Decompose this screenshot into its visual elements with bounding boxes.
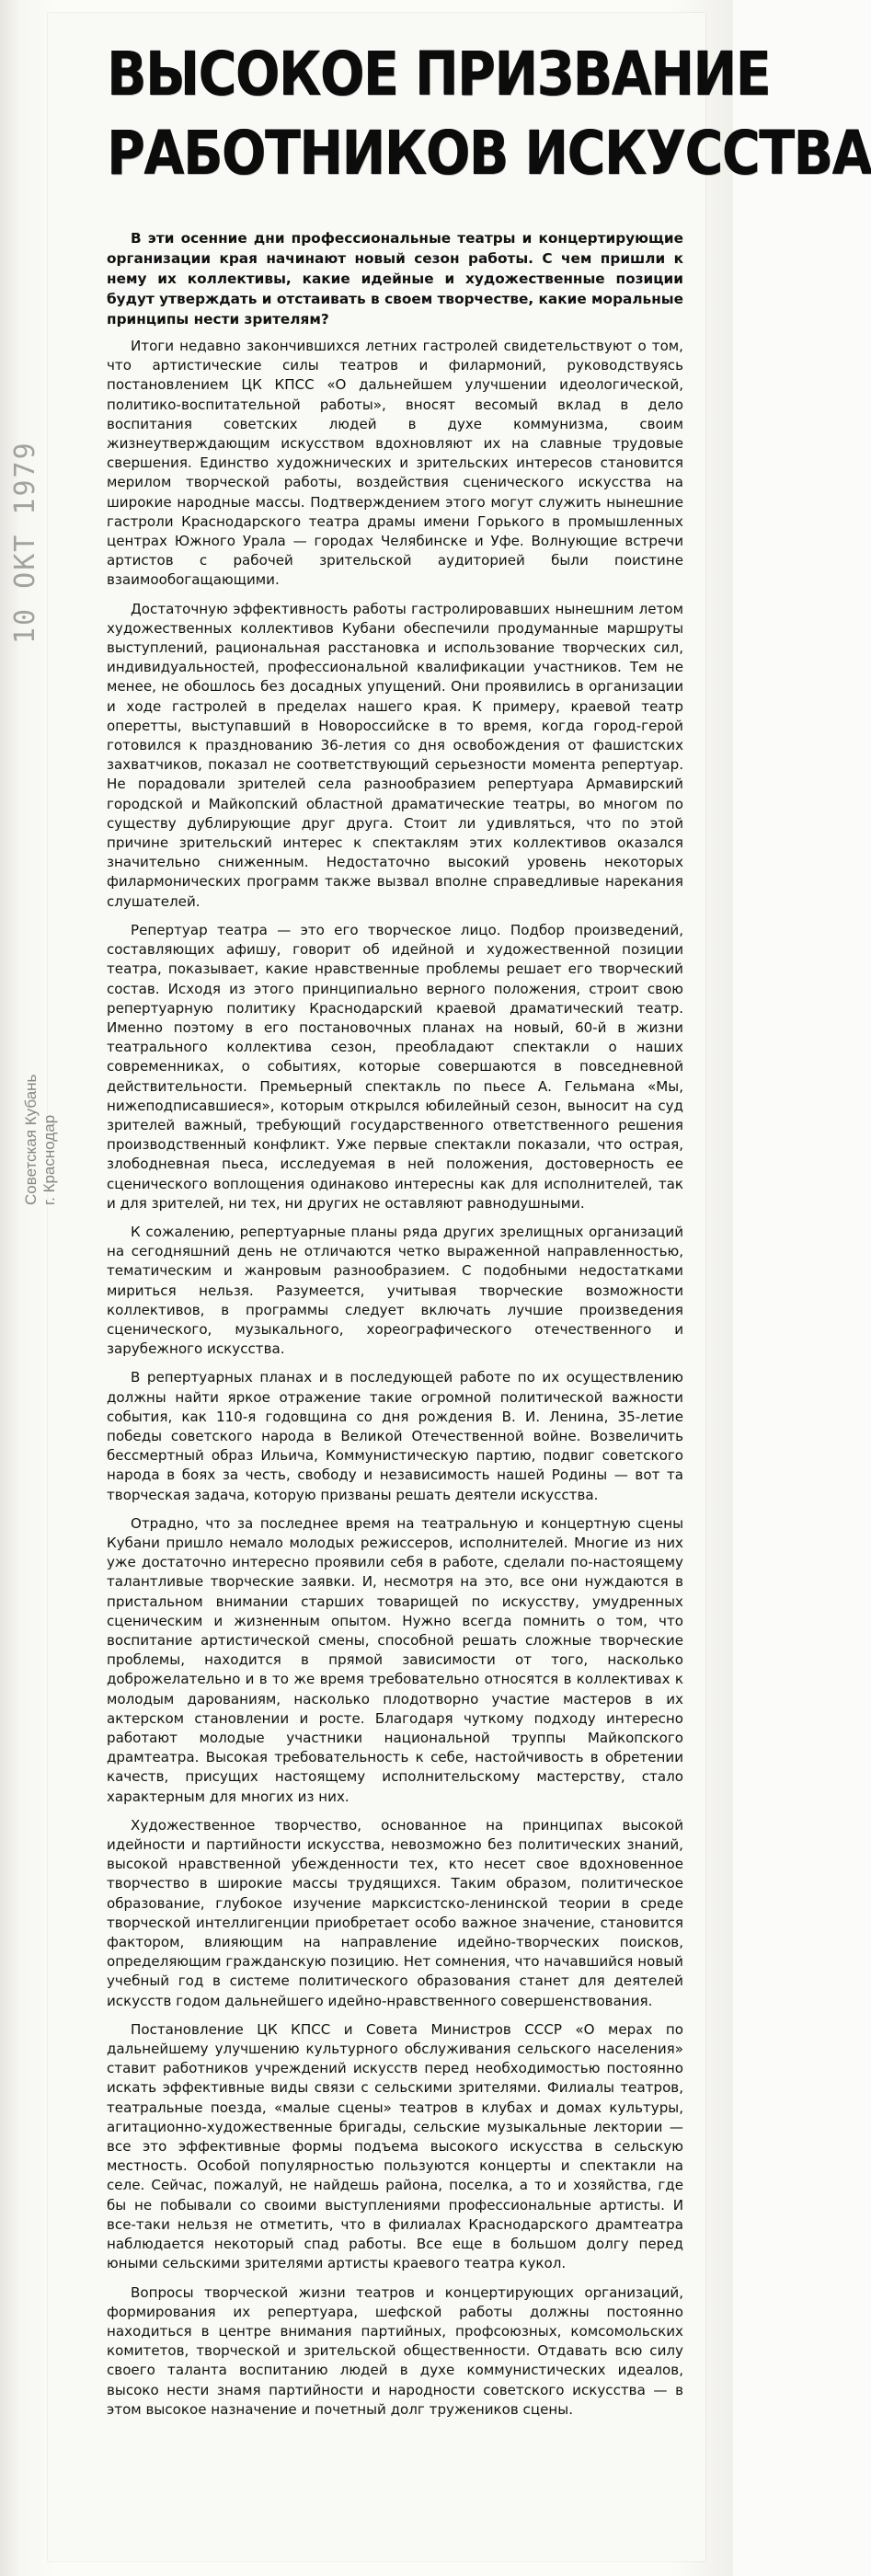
article-headline — [107, 35, 871, 193]
article-lead — [107, 228, 683, 329]
archive-date-stamp: 10 ОКТ 1979 — [9, 441, 41, 644]
body-paragraph-8: Постановление ЦК КПСС и Совета Министров СССР «О мерах по дальнейшему улучшению культурного обслуживания сельского населения» ставит работников учреждений искусств перед необходимостью постоянно искать эффективные виды связи с сельскими зрителями. Филиалы театров, театральные поезда, «малые сцены» театров в клубах и домах культуры, агитационно-художественные бригады, сельские музыкальные лектории — все это эффективные формы подъема высокого искусства в сельскую местность. Особой популярностью пользуются концерты и спектакли на селе. Сейчас, пожалуй, не найдешь района, поселка, а то и хозяйства, где бы не побывали со своими выступлениями профессиональные артисты. И все-таки нельзя не отметить, что в филиалах Краснодарского драмтеатра наблюдается некоторый спад работы. Все еще в большом долгу перед юными сельскими зрителями артисты краевого театра кукол. — [107, 2020, 683, 2272]
body-paragraph-7: Художественное творчество, основанное на принципах высокой идейности и партийности искусства, невозможно без политических знаний, высокой нравственной убежденности тех, кто несет свое вдохновенное творчество в широкие массы трудящихся. Таким образом, политическое образование, глубокое изучение марксистско-ленинской теории в среде творческой интеллигенции приобретает особо важное значение, становится фактором, влияющим на направление идейно-творческих поисков, определяющим гражданскую позицию. Нет сомнения, что начавшийся новый учебный год в системе политического образования станет для деятелей искусств годом дальнейшего идейно-нравственного совершенствования. — [107, 1816, 683, 2009]
source-stamp-newspaper: Советская Кубань — [22, 1074, 40, 1205]
body-paragraph-3: Репертуар театра — это его творческое лицо. Подбор произведений, составляющих афишу, говорит об идейной и художественной позиции театра, показывает, какие нравственные проблемы решает его творческий состав. Исходя из этого принципиально верного положения, строит свою репертуарную политику Краснодарский краевой драматический театр. Именно поэтому в его постановочных планах на новый, 60-й в жизни театрального коллектива сезон, преобладают спектакли о наших современниках, о событиях, которые совершаются в повседневной действительности. Премьерный спектакль по пьесе А. Гельмана «Мы, нижеподписавшиеся», которым открылся юбилейный сезон, выносит на суд зрителей важный, требующий государственного ответственного решения производственный конфликт. Уже первые спектакли показали, что острая, злободневная пьеса, исследуемая в ней положения, достоверность ее сценического воплощения одинаково интересны как для исполнителей, так и для зрителей, ни тех, ни других не оставляют равнодушными. — [107, 921, 683, 1212]
article-body — [107, 337, 683, 2420]
newspaper-clipping — [48, 13, 871, 2561]
source-stamp-city: г. Краснодар — [40, 1114, 58, 1205]
body-paragraph-2: Достаточную эффективность работы гастролировавших нынешним летом художественных коллективов Кубани обеспечили продуманные маршруты выступлений, рациональная расстановка и использование творческих сил, индивидуальностей, профессиональной квалификации участников. Тем не менее, не обошлось без досадных упущений. Они проявились в организации и ходе гастролей в пределах нашего края. К примеру, краевой театр оперетты, выступавший в Новороссийске в то время, когда город-герой готовился к празднованию 36-летия со дня освобождения от фашистских захватчиков, показал не соответствующий серьезности момента репертуар. Не порадовали зрителей села разнообразием репертуара Армавирский городской и Майкопский областной драматические театры, во многом по существу дублирующие друг друга. Стоит ли удивляться, что по этой причине зрительский интерес к спектаклям этих коллективов оказался значительно сниженным. Недостаточно высокий уровень некоторых филармонических программ также вызвал вполне справедливые нарекания слушателей. — [107, 600, 683, 910]
headline-line-2: РАБОТНИКОВ ИСКУССТВА — [107, 118, 871, 189]
body-paragraph-4: К сожалению, репертуарные планы ряда других зрелищных организаций на сегодняшний день не отличаются четко выраженной направленностью, тематическим и жанровым разнообразием. С подобными недостатками мириться нельзя. Разумеется, учитывая творческие возможности коллективов, в программы следует включать лучшие произведения сценического, музыкального, хореографического отечественного и зарубежного искусства. — [107, 1223, 683, 1358]
source-stamp — [22, 1075, 59, 1205]
headline-line-1: ВЫСОКОЕ ПРИЗВАНИЕ — [107, 39, 771, 109]
lead-paragraph: В эти осенние дни профессиональные театры и концертирующие организации края начинают новый сезон работы. С чем пришли к нему их коллективы, какие идейные и художественные позиции будут утверждать и отстаивать в своем творчестве, какие моральные принципы нести зрителям? — [107, 230, 683, 328]
body-paragraph-9: Вопросы творческой жизни театров и концертирующих организаций, формирования их репертуара, шефской работы должны постоянно находиться в центре внимания партийных, профсоюзных, комсомольских комитетов, творческой и зрительской общественности. Отдавать всю силу своего таланта воспитанию людей в духе коммунистических идеалов, высоко нести знамя партийности и народности советского искусства — в этом высокое назначение и почетный долг тружеников сцены. — [107, 2283, 683, 2418]
body-paragraph-5: В репертуарных планах и в последующей работе по их осуществлению должны найти яркое отражение такие огромной политической важности события, как 110-я годовщина со дня рождения В. И. Ленина, 35-летие победы советского народа в Великой Отечественной войне. Возвеличить бессмертный образ Ильича, Коммунистическую партию, подвиг советского народа в боях за честь, свободу и независимость нашей Родины — вот та творческая задача, которую призваны решать деятели искусства. — [107, 1369, 683, 1503]
body-paragraph-6: Отрадно, что за последнее время на театральную и концертную сцены Кубани пришло немало молодых режиссеров, исполнителей. Многие из них уже достаточно интересно проявили себя в работе, сделали по-настоящему талантливые творческие заявки. И, несмотря на это, все они нуждаются в пристальном внимании старших товарищей по искусству, умудренных сценическим и жизненным опытом. Нужно всегда помнить о том, что воспитание артистической смены, способной решать сложные творческие проблемы, находится в прямой зависимости от того, насколько доброжелательно и в то же время требовательно относятся в коллективах к молодым дарованиям, насколько плодотворно участие мастеров в их актерском становлении и росте. Благодаря чуткому подходу интересно работают молодые участники национальной труппы Майкопского драмтеатра. Высокая требовательность к себе, настойчивость в обретении качеств, присущих настоящему исполнительскому мастерству, стало характерным для многих из них. — [107, 1514, 683, 1805]
body-paragraph-1: Итоги недавно закончившихся летних гастролей свидетельствуют о том, что артистические силы театров и филармоний, руководствуясь постановлением ЦК КПСС «О дальнейшем улучшении идеологической, политико-воспитательной работы», вносят весомый вклад в дело воспитания советских людей в духе коммунизма, своим жизнеутверждающим искусством вдохновляют их на славные трудовые свершения. Единство художнических и зрительских интересов становится мерилом творческой работы, воздействия сценического искусства на широкие народные массы. Подтверждением этого могут служить нынешние гастроли Краснодарского театра драмы имени Горького в промышленных центрах Южного Урала — городах Челябинске и Уфе. Волнующие встречи артистов с рабочей зрительской аудиторией были поистине взаимообогащающими. — [107, 338, 683, 589]
